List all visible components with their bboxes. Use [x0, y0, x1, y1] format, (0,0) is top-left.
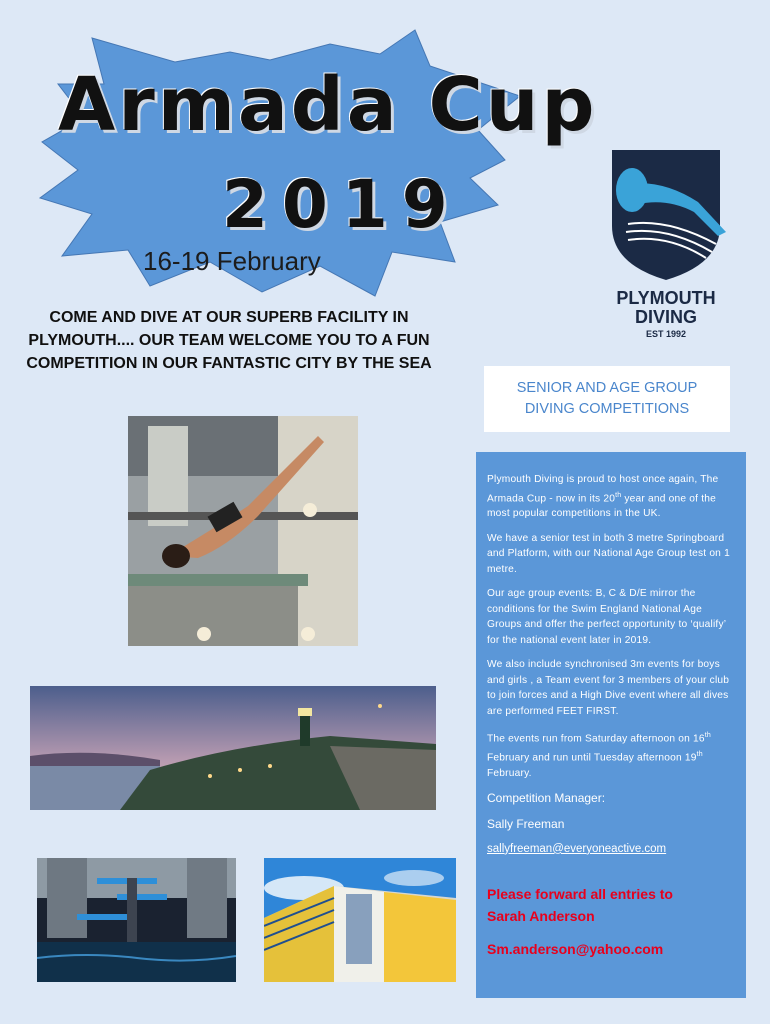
subtitle-line-1: SENIOR AND AGE GROUP: [516, 380, 698, 396]
diver-shield-icon: [598, 146, 734, 284]
plymouth-coast-photo: [30, 686, 436, 810]
logo-established: EST 1992: [645, 329, 687, 339]
manager-label: Competition Manager:: [487, 790, 606, 805]
diving-pool-photo: [37, 858, 236, 982]
intro-text: COME AND DIVE AT OUR SUPERB FACILITY IN PLYMOUTH.... OUR TEAM WELCOME YOU TO A FUN COMPETITION IN OUR FANTASTIC CITY BY THE SEA: [26, 309, 432, 372]
info-paragraph-3: Our age group events: B, C & D/E mirror the conditions for the Swim England National Age Groups and offer the perfect opportunity to ‘qualify’ for the national event later in 2019.: [487, 588, 726, 646]
manager-name: Sally Freeman: [487, 816, 565, 831]
event-title: Armada Cup: [58, 62, 598, 148]
manager-email-link[interactable]: sallyfreeman@everyoneactive.com: [487, 842, 667, 855]
entries-line-1: Please forward all entries to: [487, 885, 673, 902]
logo-wordmark: [598, 289, 734, 327]
entries-email: Sm.anderson@yahoo.com: [487, 940, 664, 957]
info-paragraph-4: We also include synchronised 3m events for boys and girls , a Team event for 3 members of your club to join forces and a High Dive event where all dives are performed FEET FIRST.: [487, 659, 730, 717]
leisure-centre-photo: [264, 858, 456, 982]
entries-line-2: Sarah Anderson: [487, 907, 595, 924]
logo-line-1: PLYMOUTH: [616, 288, 716, 308]
info-paragraph-1: Plymouth Diving is proud to host once again, The Armada Cup - now in its 20th year and one of the most popular competitions in the UK.: [487, 474, 719, 520]
info-paragraph-5: The events run from Saturday afternoon on 16th February and run until Tuesday afternoon 19th February.: [487, 732, 712, 780]
logo-line-2: DIVING: [634, 307, 697, 327]
info-panel: [476, 452, 746, 998]
info-paragraph-2: We have a senior test in both 3 metre Springboard and Platform, with our National Age Group test on 1 metre.: [487, 532, 730, 575]
subtitle-line-2: DIVING COMPETITIONS: [524, 401, 690, 417]
entries-instructions: [487, 883, 734, 927]
plymouth-diving-logo: [598, 146, 734, 339]
event-year: 2019: [222, 166, 462, 243]
diver-photo: [128, 416, 358, 646]
event-dates: 16-19 February: [143, 246, 321, 276]
competition-subtitle-box: [484, 366, 730, 432]
